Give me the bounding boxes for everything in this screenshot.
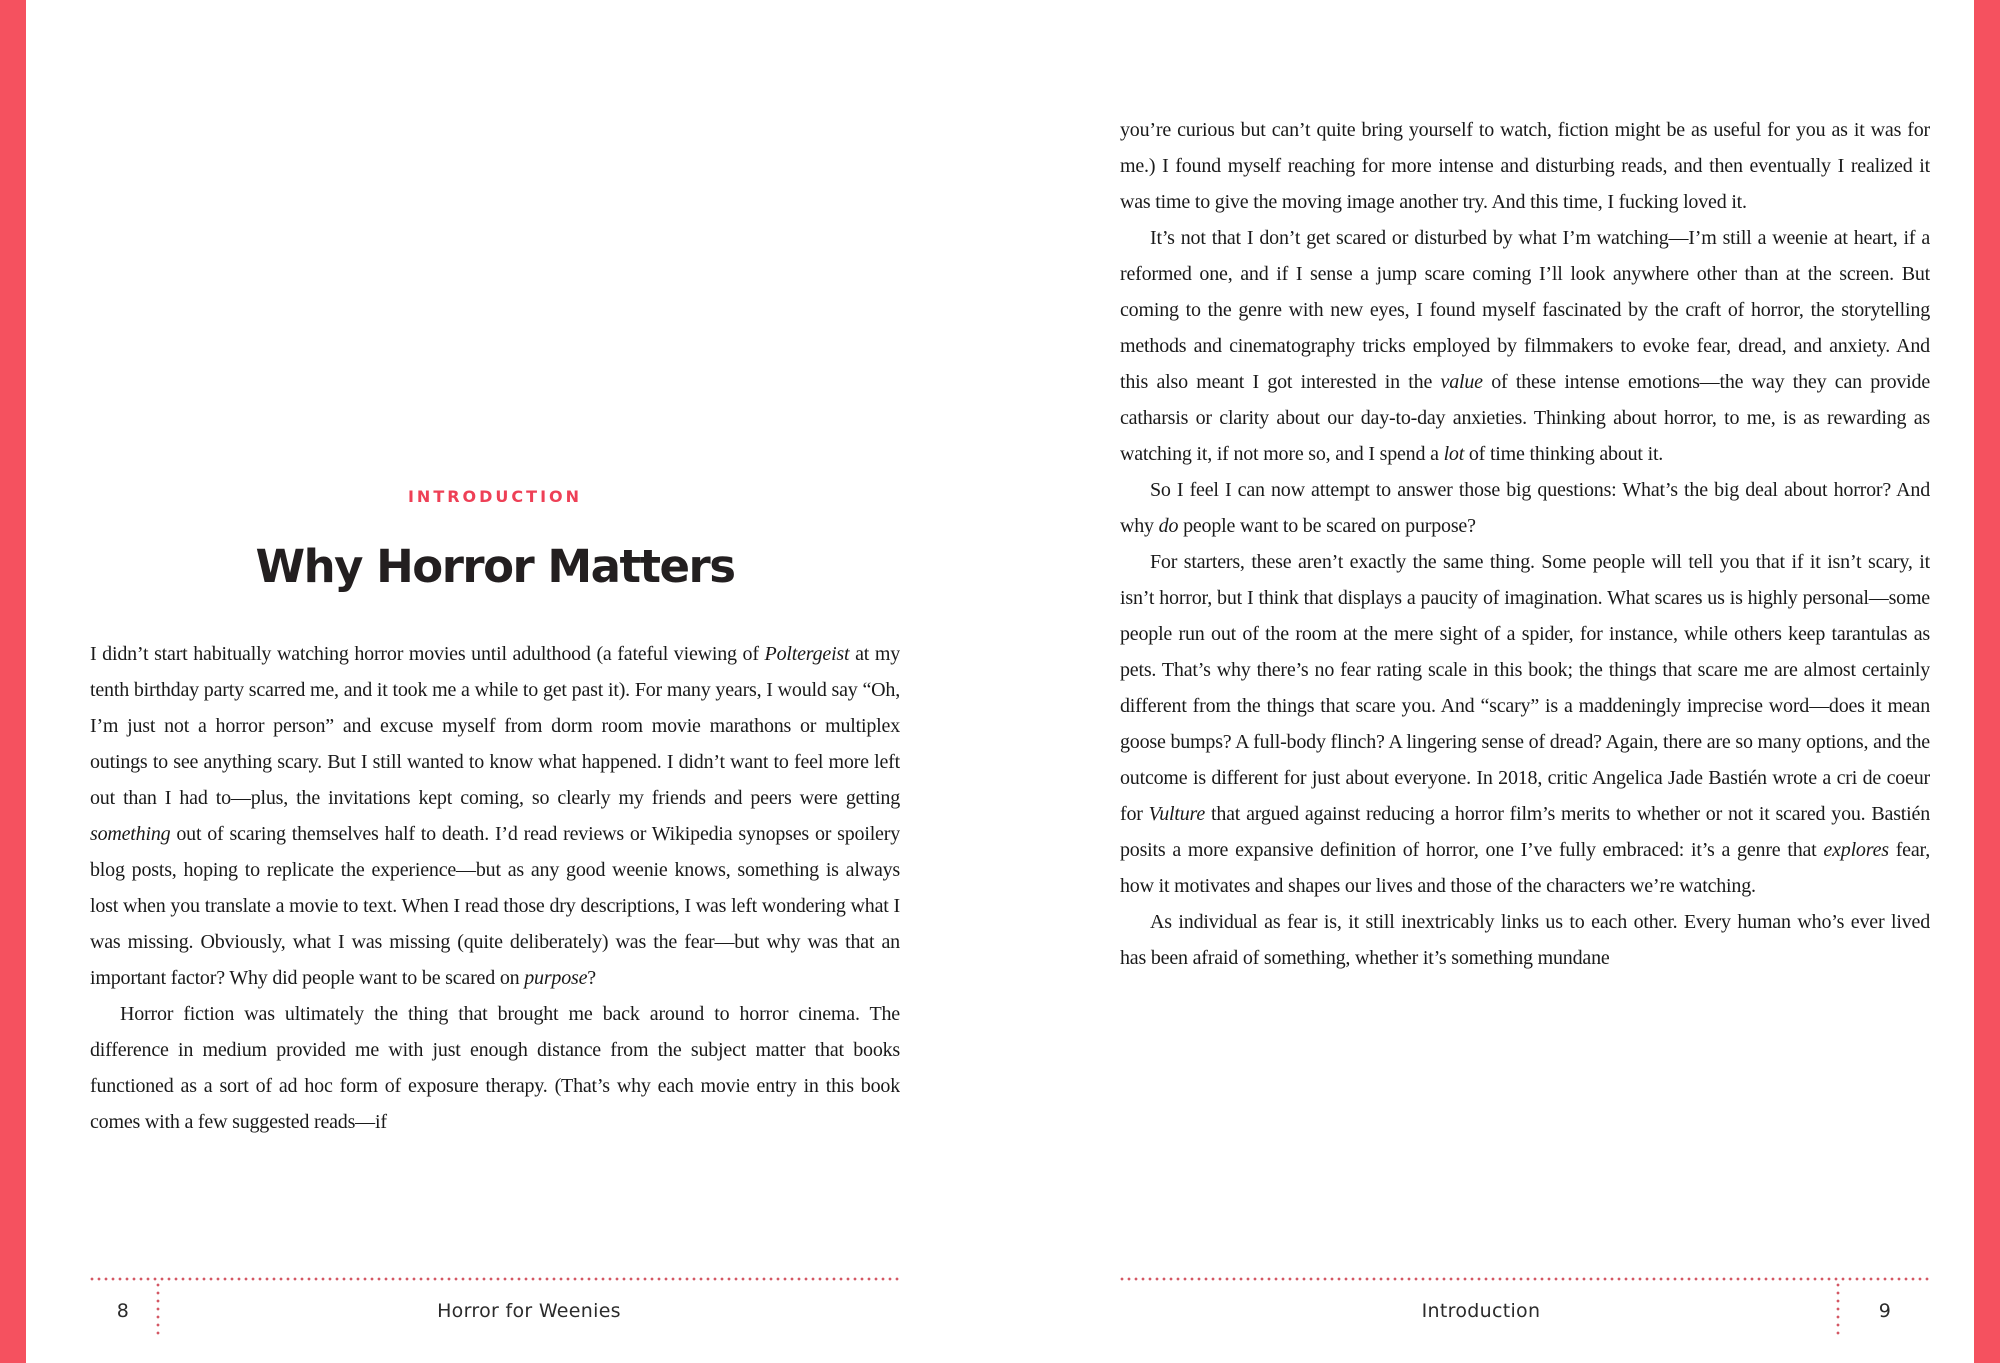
footer-dotted-rule (1120, 1277, 1930, 1281)
left-page-body-text (90, 636, 900, 1140)
right-page-footer (1120, 1277, 1930, 1347)
right-page-body-text (1120, 112, 1930, 976)
right-edge-accent-bar (1974, 0, 2000, 1363)
paragraph: you’re curious but can’t quite bring yourself to watch, fiction might be as useful for you as it was for me.) I found myself reaching for more intense and disturbing reads, and then eventually I realized it was time to give the moving image another try. And this time, I fucking loved it. (1120, 119, 1930, 213)
chapter-title: Why Horror Matters (255, 540, 735, 593)
page-number: 9 (1878, 1300, 1892, 1322)
left-edge-accent-bar (0, 0, 26, 1363)
paragraph: Horror fiction was ultimately the thing that brought me back around to horror cinema. The difference in medium provided me with just enough distance from the subject matter that books functioned as a sort of ad hoc form of exposure therapy. (That’s why each movie entry in this book comes with a few suggested reads—if (90, 1003, 900, 1133)
page-number: 8 (116, 1300, 130, 1322)
footer-dotted-rule (90, 1277, 900, 1281)
running-title-chapter: Introduction (1421, 1300, 1541, 1322)
page-left (90, 0, 900, 1363)
left-page-footer (90, 1277, 900, 1347)
running-title-book: Horror for Weenies (437, 1300, 621, 1322)
chapter-kicker: INTRODUCTION (407, 487, 583, 506)
paragraph: For starters, these aren’t exactly the same thing. Some people will tell you that if it isn’t scary, it isn’t horror, but I think that displays a paucity of imagination. What scares us is highly personal—some people run out of the room at the mere sight of a spider, for instance, while others keep tarantulas as pets. That’s why there’s no fear rating scale in this book; the things that scare me are almost certainly different from the things that scare you. And “scary” is a maddeningly imprecise word—does it mean goose bumps? A full-body flinch? A lingering sense of dread? Again, there are so many options, and the outcome is different for just about everyone. In 2018, critic Angelica Jade Bastién wrote a cri de coeur for Vulture that argued against reducing a horror film’s merits to whether or not it scared you. Bastién posits a more expansive definition of horror, one I’ve fully embraced: it’s a genre that explores fear, how it motivates and shapes our lives and those of the characters we’re watching. (1120, 551, 1930, 897)
paragraph: As individual as fear is, it still inextricably links us to each other. Every human who’s ever lived has been afraid of something, whether it’s something mundane (1120, 911, 1930, 969)
paragraph: So I feel I can now attempt to answer those big questions: What’s the big deal about horror? And why do people want to be scared on purpose? (1120, 479, 1930, 537)
paragraph: I didn’t start habitually watching horror movies until adulthood (a fateful viewing of Poltergeist at my tenth birthday party scarred me, and it took me a while to get past it). For many years, I would say “Oh, I’m just not a horror person” and excuse myself from dorm room movie marathons or multiplex outings to see anything scary. But I still wanted to know what happened. I didn’t want to feel more left out than I had to—plus, the invitations kept coming, so clearly my friends and peers were getting something out of scaring themselves half to death. I’d read reviews or Wikipedia synopses or spoilery blog posts, hoping to replicate the experience—but as any good weenie knows, something is always lost when you translate a movie to text. When I read those dry descriptions, I was left wondering what I was missing. Obviously, what I was missing (quite deliberately) was the fear—but why was that an important factor? Why did people want to be scared on purpose? (90, 643, 900, 989)
page-right (1120, 0, 1930, 1363)
paragraph: It’s not that I don’t get scared or disturbed by what I’m watching—I’m still a weenie at heart, if a reformed one, and if I sense a jump scare coming I’ll look anywhere other than at the screen. But coming to the genre with new eyes, I found myself fascinated by the craft of horror, the storytelling methods and cinematography tricks employed by filmmakers to evoke fear, dread, and anxiety. And this also meant I got interested in the value of these intense emotions—the way they can provide catharsis or clarity about our day-to-day anxieties. Thinking about horror, to me, is as rewarding as watching it, if not more so, and I spend a lot of time thinking about it. (1120, 227, 1930, 465)
